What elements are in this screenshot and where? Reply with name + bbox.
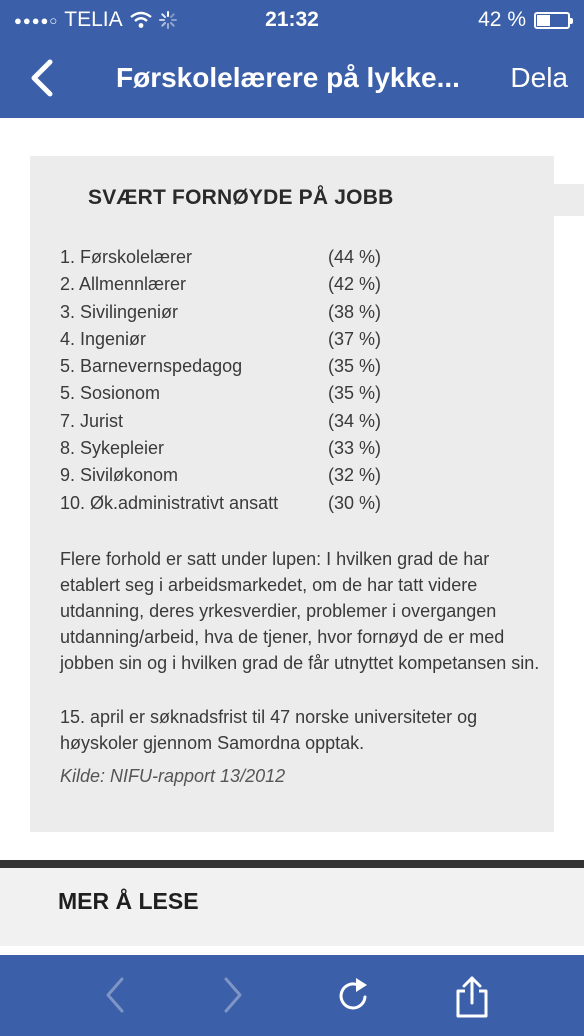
battery-group — [478, 8, 570, 32]
ranking-percentage: (37 %) — [328, 328, 382, 349]
ranking-item — [60, 356, 460, 383]
ranking-occupation: 5. Barnevernspedagog — [60, 356, 243, 377]
ranking-percentage: (44 %) — [328, 247, 382, 267]
ranking-occupation: 10. Øk.administrativt ansatt — [60, 492, 279, 513]
ranking-occupation: 8. Sykepleier — [60, 438, 165, 459]
ranking-occupation: 3. Sivilingeniør — [60, 301, 179, 322]
ranking-percentage: (34 %) — [328, 410, 382, 431]
ranking-occupation: 2. Allmennlærer — [60, 274, 187, 295]
chevron-left-icon[interactable] — [100, 975, 130, 1015]
ranking-list — [60, 247, 460, 520]
navigation-bar — [0, 50, 584, 110]
ranking-occupation: 5. Sosionom — [60, 383, 161, 404]
ranking-item — [60, 274, 460, 301]
ranking-item — [60, 302, 460, 329]
battery-percent: 42 % — [478, 8, 526, 31]
ranking-percentage: (33 %) — [328, 438, 382, 459]
ranking-percentage: (30 %) — [328, 492, 382, 513]
article-paragraph: 15. april er søknadsfrist til 47 norske universiteter og høyskoler gjennom Samordna opptak. — [60, 707, 478, 753]
ranking-percentage: (38 %) — [328, 301, 382, 322]
ranking-item — [60, 247, 460, 274]
ranking-percentage: (32 %) — [328, 465, 382, 486]
signal-strength-icon: ●●●●○ — [14, 12, 59, 28]
share-icon[interactable] — [452, 975, 492, 1019]
top-bar — [0, 0, 584, 118]
reload-icon[interactable] — [334, 975, 374, 1015]
ranking-item — [60, 438, 460, 465]
ranking-item — [60, 329, 460, 356]
more-to-read-section — [0, 868, 584, 946]
share-button[interactable]: Dela — [510, 62, 568, 93]
back-arrow-icon[interactable] — [24, 58, 60, 98]
chevron-right-icon[interactable] — [218, 975, 248, 1015]
ranking-occupation: 9. Siviløkonom — [60, 465, 179, 486]
ranking-item — [60, 411, 460, 438]
ranking-percentage: (35 %) — [328, 383, 382, 404]
battery-icon — [534, 12, 570, 29]
more-to-read-heading: MER Å LESE — [58, 888, 199, 914]
page-title: Førskolelærere på lykke... — [116, 62, 460, 93]
ranking-occupation: 7. Jurist — [60, 410, 124, 431]
source-citation: Kilde: NIFU-rapport 13/2012 — [60, 766, 286, 786]
status-time: 21:32 — [265, 8, 319, 31]
ranking-occupation: 4. Ingeniør — [60, 328, 147, 349]
carrier-name: TELIA — [64, 8, 123, 31]
ranking-percentage: (42 %) — [328, 274, 382, 295]
ranking-percentage: (35 %) — [328, 356, 382, 377]
battery-fill — [537, 15, 550, 26]
article-paragraph: Flere forhold er satt under lupen: I hvilken grad de har etablert seg i arbeidsmarkedet, om de har tatt videre utdanning, deres yrkesverdier, problemer i overgangen utdanning/arbeid, hva de tjener, hvor fornøyd de er med jobben sin og i hvilken grad de får utnyttet kompetansen sin. — [60, 549, 540, 673]
status-bar — [0, 0, 584, 40]
ranking-occupation: 1. Førskolelærer — [60, 247, 193, 267]
ranking-item — [60, 465, 460, 492]
ranking-item — [60, 493, 460, 520]
browser-toolbar — [0, 955, 584, 1036]
infobox-heading: SVÆRT FORNØYDE PÅ JOBB — [88, 186, 394, 209]
ranking-item — [60, 383, 460, 410]
article-infobox — [30, 156, 554, 832]
section-divider — [0, 860, 584, 868]
adjacent-card-edge — [554, 184, 584, 216]
